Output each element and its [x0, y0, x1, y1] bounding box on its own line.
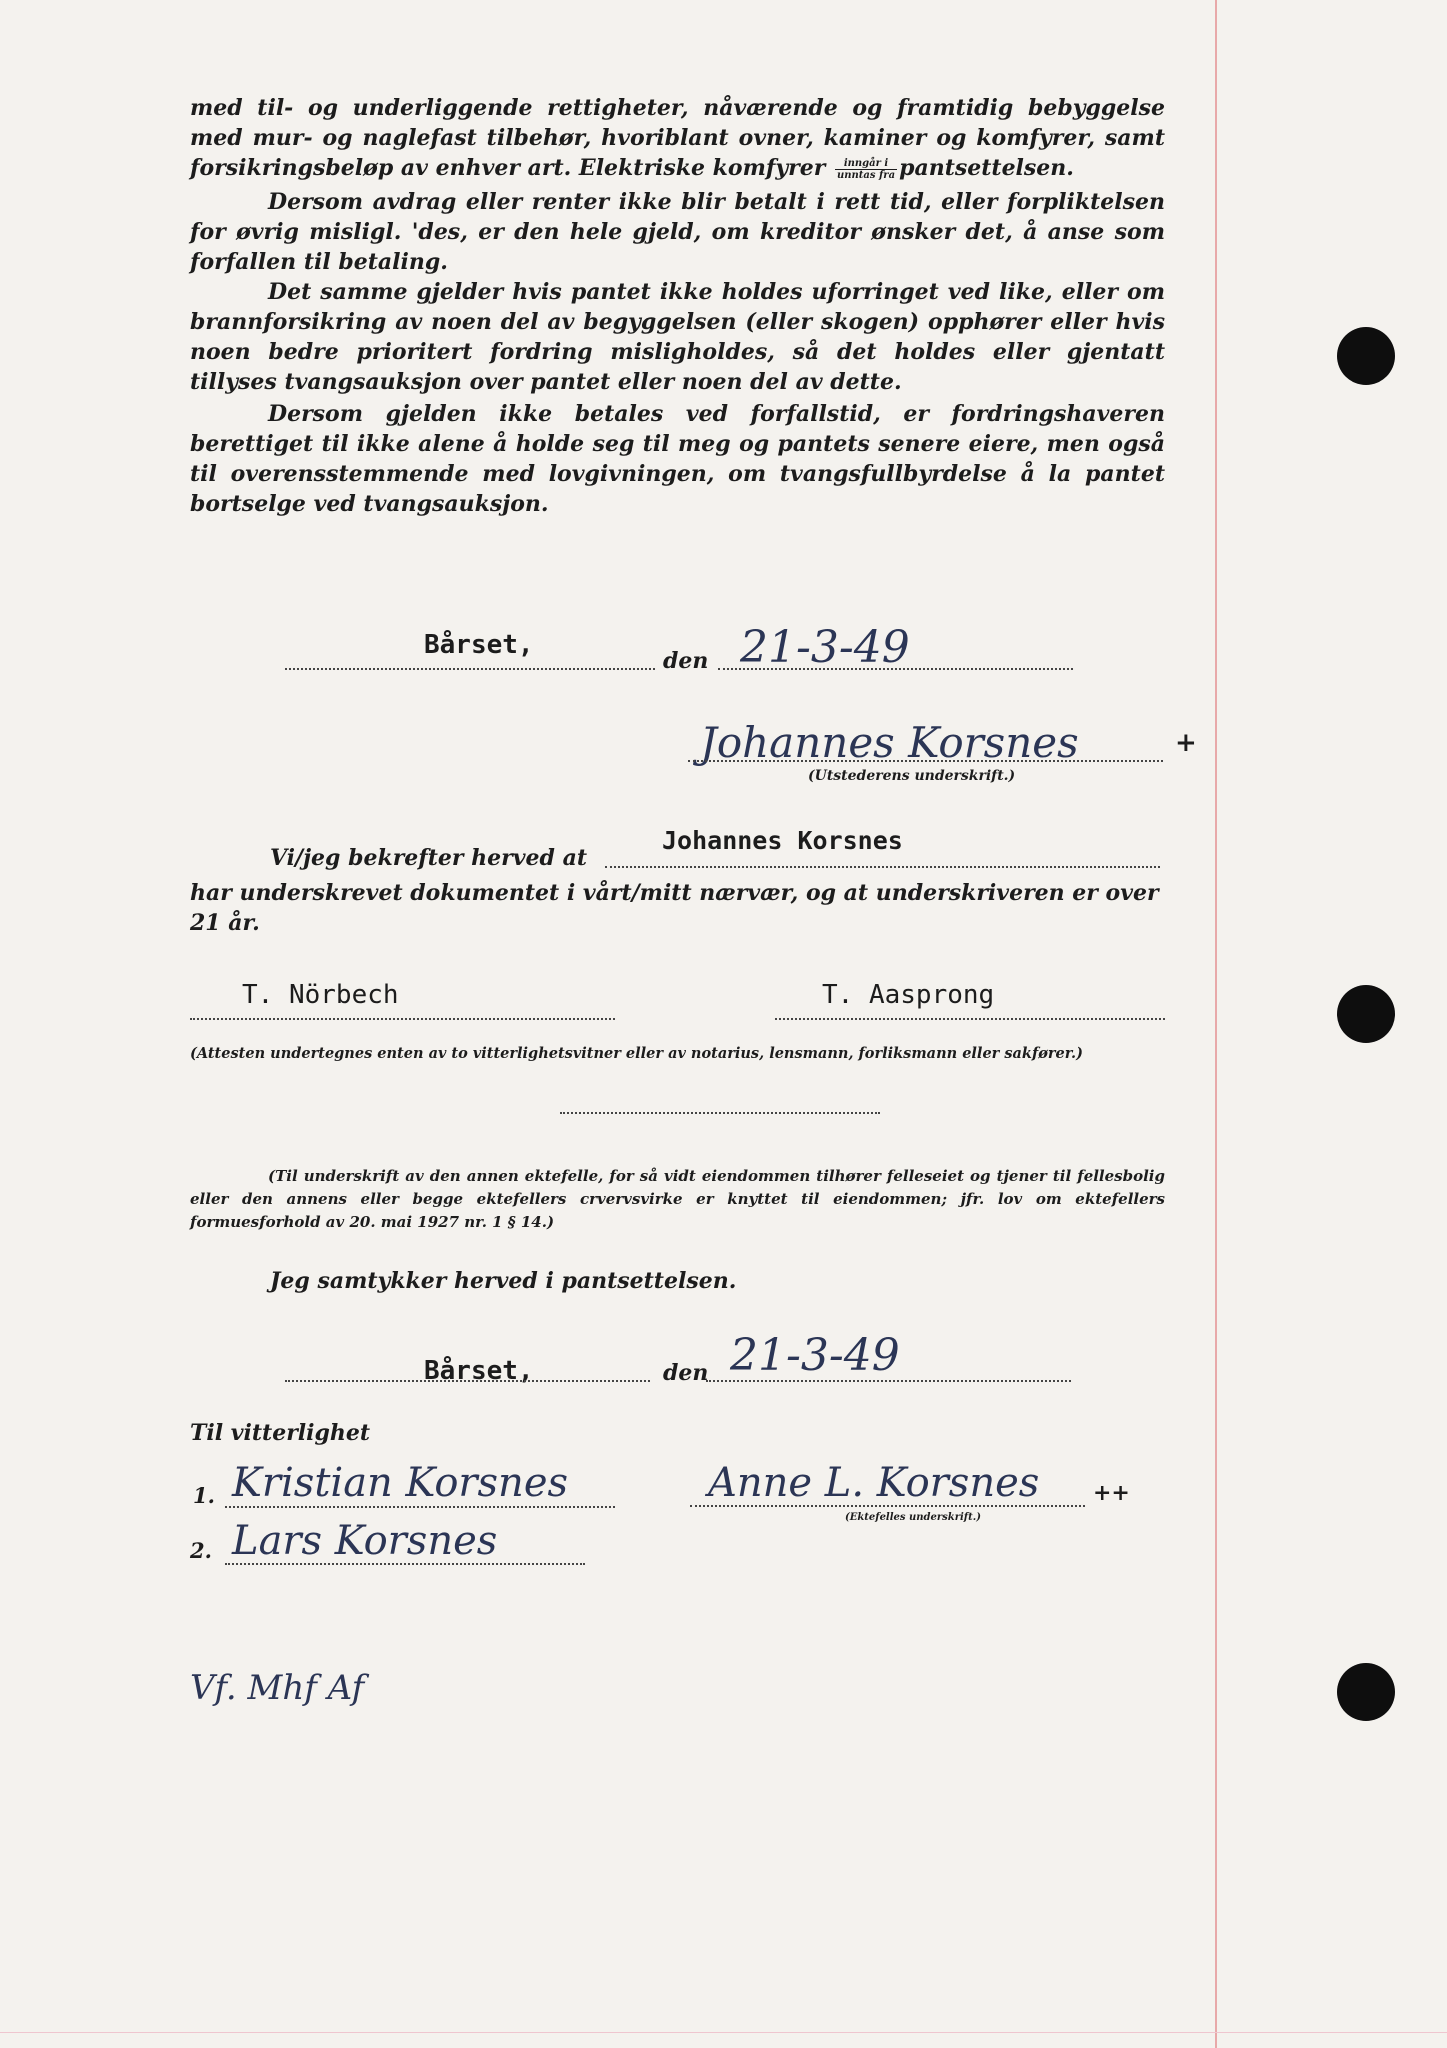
confirm-name: Johannes Korsnes	[662, 826, 903, 855]
margin-rule	[1215, 0, 1217, 2048]
dotted-line	[560, 1112, 880, 1114]
witness-number-2: 2.	[190, 1538, 212, 1563]
punch-hole	[1337, 327, 1395, 385]
paragraph-enforcement: Dersom gjelden ikke betales ved forfallstid, er fordringshaveren berettiget til ikke alene å holde seg til meg og pantets senere eiere, men også til overensstemmende med lovgivningen, om tvangsfullbyrdelse å la pantet bortselge ved tvangsauksjon.	[190, 401, 1165, 517]
issuer-signature: Johannes Korsnes	[700, 718, 1079, 767]
date-2: 21-3-49	[730, 1330, 900, 1381]
plusplus-mark: ++	[1093, 1480, 1130, 1506]
paragraph-default: Dersom avdrag eller renter ikke blir betalt i rett tid, eller forpliktelsen for øvrig misligl. 'des, er den hele gjeld, om kreditor ønsker det, å anse som forfallen til betaling.	[190, 189, 1165, 275]
dotted-line	[285, 1380, 650, 1382]
fraction-choice	[835, 158, 897, 181]
witness-signature-2: Lars Korsnes	[232, 1518, 498, 1564]
attest-witness-2: T. Aasprong	[822, 980, 995, 1010]
den-label-1: den	[663, 648, 709, 674]
date-1: 21-3-49	[740, 622, 910, 673]
confirm-text: har underskrevet dokumentet i vårt/mitt nærvær, og at underskriveren er over 21 år.	[190, 880, 1159, 936]
dotted-line	[605, 866, 1160, 868]
spouse-signature: Anne L. Korsnes	[708, 1460, 1040, 1506]
attest-witness-1: T. Nörbech	[242, 980, 399, 1010]
dotted-line	[225, 1563, 585, 1565]
dotted-line	[690, 1505, 1085, 1507]
confirm-lead: Vi/jeg bekrefter herved at	[270, 845, 587, 871]
dotted-line	[285, 668, 655, 670]
spouse-caption: (Ektefelles underskrift.)	[845, 1512, 981, 1523]
footer-handwriting: Vf. Mhf Af	[190, 1668, 365, 1708]
consent-text: Jeg samtykker herved i pantsettelsen.	[270, 1268, 737, 1294]
issuer-caption: (Utstederens underskrift.)	[808, 768, 1016, 784]
witness-signature-1: Kristian Korsnes	[232, 1460, 569, 1506]
spouse-note: (Til underskrift av den annen ektefelle, for så vidt eiendommen tilhører felleseiet og tjener til fellesbolig eller den annens eller begge ektefellers crvervsvirke er knyttet til eiendommen; jfr. lov om ektefellers formuesforhold av 20. mai 1927 nr. 1 § 14.)	[190, 1167, 1165, 1231]
fraction-top: inngår i	[835, 158, 897, 170]
attest-note: (Attesten undertegnes enten av to vitterlighetsvitner eller av notarius, lensmann, forliksmann eller sakfører.)	[190, 1045, 1083, 1062]
bottom-rule	[0, 2032, 1447, 2033]
place-1: Bårset,	[424, 630, 534, 660]
dotted-line	[688, 760, 1163, 762]
punch-hole	[1337, 1663, 1395, 1721]
den-label-2: den	[663, 1360, 709, 1386]
punch-hole	[1337, 985, 1395, 1043]
paragraph-property	[190, 93, 1165, 183]
witness-heading: Til vitterlighet	[190, 1420, 371, 1446]
dotted-line	[190, 1018, 615, 1020]
dotted-line	[225, 1506, 615, 1508]
plus-mark: +	[1175, 728, 1197, 758]
fraction-bottom: unntas fra	[836, 169, 896, 181]
witness-number-1: 1.	[193, 1483, 215, 1508]
paragraph-text: pantsettelsen.	[899, 155, 1074, 181]
place-2: Bårset,	[424, 1356, 534, 1386]
dotted-line	[775, 1018, 1165, 1020]
paragraph-impairment: Det samme gjelder hvis pantet ikke holdes uforringet ved like, eller om brannforsikring av noen del av begyggelsen (eller skogen) opphører eller hvis noen bedre prioritert fordring misligholdes, så det holdes eller gjentatt tillyses tvangsauksjon over pantet eller noen del av dette.	[190, 279, 1165, 395]
paragraph-text: med til- og underliggende rettigheter, nåværende og framtidig bebyggelse med mur- og naglefast tilbehør, hvoriblant ovner, kaminer og komfyrer, samt forsikringsbeløp av enhver art. Elektriske komfyrer	[190, 95, 1165, 181]
